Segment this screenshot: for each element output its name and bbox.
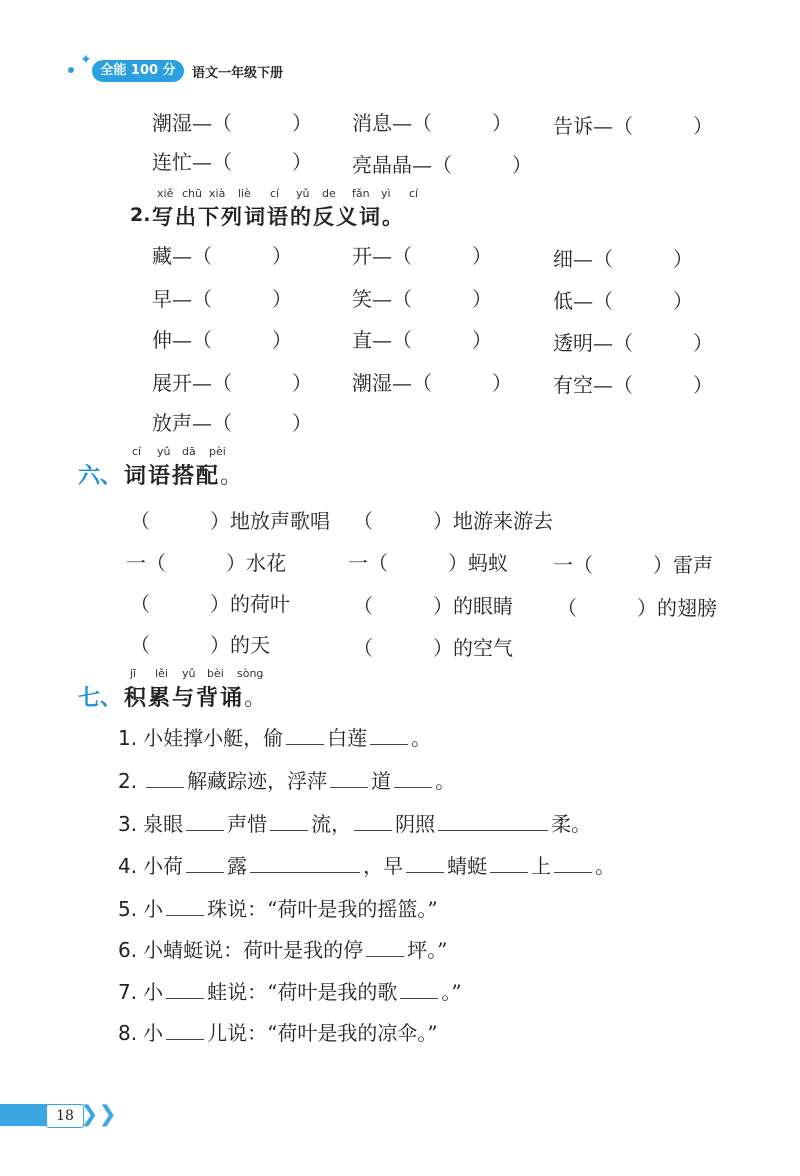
answer-blank[interactable] — [394, 769, 432, 788]
page-number: 18 — [46, 1104, 84, 1128]
pinyin: fǎn — [352, 187, 370, 200]
question-number: 2. — [130, 204, 151, 226]
pinyin: de — [322, 187, 336, 200]
match-item: 一（ ）水花 — [126, 551, 286, 575]
answer-blank[interactable] — [330, 769, 368, 788]
match-item: （ ）的荷叶 — [130, 592, 290, 616]
header-dot — [68, 67, 74, 73]
antonym-item: 放声—（ ） — [152, 411, 312, 435]
answer-blank[interactable] — [166, 897, 204, 916]
item-text: 。 — [435, 769, 456, 793]
answer-blank[interactable] — [366, 938, 404, 957]
pinyin: xià — [209, 187, 226, 200]
item-text: 解藏踪迹，浮萍 — [187, 769, 328, 793]
item-text: 道 — [371, 769, 392, 793]
item-text: 小 — [143, 897, 164, 921]
antonym-item: 伸—（ ） — [152, 328, 292, 352]
section-number: 六、 — [78, 463, 123, 489]
answer-blank[interactable] — [286, 726, 324, 745]
answer-blank[interactable] — [400, 980, 438, 999]
item-text: 。 — [595, 854, 616, 878]
pinyin: cí — [409, 187, 419, 200]
item-number: 8. — [118, 1021, 138, 1045]
pinyin: yǔ — [157, 445, 171, 458]
recitation-item — [118, 934, 447, 963]
item-text: 小 — [143, 1021, 164, 1045]
item-text: 蛙说：“荷叶是我的歌 — [207, 980, 398, 1004]
antonym-item: 开—（ ） — [352, 244, 492, 268]
pinyin: bèi — [207, 667, 224, 680]
item-number: 2. — [118, 769, 138, 793]
q1-item: 潮湿—（ ） — [152, 111, 312, 135]
item-number: 1. — [118, 726, 138, 750]
match-item: （ ）的眼睛 — [353, 594, 513, 618]
item-number: 5. — [118, 897, 138, 921]
pinyin: yǔ — [182, 667, 196, 680]
antonym-item: 笑—（ ） — [352, 287, 492, 311]
book-badge: 全能 100 分 — [92, 60, 184, 82]
chevron-right-icon: ❯❯ — [80, 1102, 117, 1127]
item-text: ，早 — [363, 854, 404, 878]
antonym-item: 早—（ ） — [152, 287, 292, 311]
match-item: 一（ ）蚂蚁 — [348, 551, 508, 575]
item-text: 阴照 — [395, 812, 436, 836]
match-item: （ ）的天 — [130, 633, 270, 657]
section-title: 积累与背诵。 — [124, 685, 269, 711]
match-item: （ ）地放声歌唱 — [130, 509, 330, 533]
recitation-item — [118, 722, 431, 751]
section-title: 词语搭配。 — [124, 463, 245, 489]
pinyin: yì — [381, 187, 391, 200]
answer-blank[interactable] — [554, 854, 592, 873]
pinyin: jī — [130, 667, 137, 680]
item-text: 珠说：“荷叶是我的摇篮。” — [207, 897, 438, 921]
q1-item: 亮晶晶—（ ） — [352, 153, 532, 177]
item-text: 柔。 — [551, 812, 592, 836]
q1-item: 消息—（ ） — [352, 111, 512, 135]
q1-item: 告诉—（ ） — [553, 114, 713, 138]
item-text: 流， — [311, 812, 352, 836]
section-number: 七、 — [78, 685, 123, 711]
antonym-item: 直—（ ） — [352, 328, 492, 352]
item-text: 小荷 — [143, 854, 184, 878]
item-text: 坪。” — [407, 938, 448, 962]
answer-blank[interactable] — [250, 854, 360, 873]
antonym-item: 透明—（ ） — [553, 331, 713, 355]
item-text: 小蜻蜓说：荷叶是我的停 — [143, 938, 364, 962]
book-subtitle: 语文一年级下册 — [192, 66, 284, 81]
pinyin: chū — [182, 187, 202, 200]
question-title: 写出下列词语的反义词。 — [152, 204, 405, 229]
pinyin: liè — [238, 187, 251, 200]
item-number: 4. — [118, 854, 138, 878]
answer-blank[interactable] — [166, 1021, 204, 1040]
item-number: 3. — [118, 812, 138, 836]
item-text: 。 — [411, 726, 432, 750]
item-text: 声惜 — [227, 812, 268, 836]
item-text: 小娃撑小艇，偷 — [143, 726, 284, 750]
antonym-item: 潮湿—（ ） — [352, 371, 512, 395]
match-item: （ ）地游来游去 — [353, 509, 553, 533]
pinyin: cí — [270, 187, 280, 200]
recitation-item — [118, 893, 438, 922]
answer-blank[interactable] — [438, 812, 548, 831]
answer-blank[interactable] — [354, 812, 392, 831]
pinyin: yǔ — [296, 187, 310, 200]
antonym-item: 藏—（ ） — [152, 244, 292, 268]
pinyin: sòng — [237, 667, 264, 680]
pinyin: cí — [132, 445, 142, 458]
answer-blank[interactable] — [406, 854, 444, 873]
antonym-item: 低—（ ） — [553, 289, 693, 313]
answer-blank[interactable] — [270, 812, 308, 831]
item-number: 6. — [118, 938, 138, 962]
pinyin: xiě — [157, 187, 174, 200]
item-text: 。” — [441, 980, 462, 1004]
pinyin: dā — [182, 445, 196, 458]
recitation-item — [118, 850, 615, 879]
answer-blank[interactable] — [370, 726, 408, 745]
match-item: 一（ ）雷声 — [553, 553, 713, 577]
item-text: 儿说：“荷叶是我的凉伞。” — [207, 1021, 438, 1045]
answer-blank[interactable] — [490, 854, 528, 873]
item-number: 7. — [118, 980, 138, 1004]
answer-blank[interactable] — [166, 980, 204, 999]
item-text: 上 — [531, 854, 552, 878]
q1-item: 连忙—（ ） — [152, 150, 312, 174]
item-text: 白莲 — [327, 726, 368, 750]
answer-blank[interactable] — [186, 812, 224, 831]
recitation-item — [118, 808, 591, 837]
item-text: 泉眼 — [143, 812, 184, 836]
answer-blank[interactable] — [146, 769, 184, 788]
item-text: 小 — [143, 980, 164, 1004]
recitation-item — [118, 765, 455, 794]
match-item: （ ）的空气 — [353, 636, 513, 660]
item-text: 蜻蜓 — [447, 854, 488, 878]
pinyin: pèi — [209, 445, 226, 458]
match-item: （ ）的翅膀 — [557, 596, 717, 620]
antonym-item: 展开—（ ） — [152, 371, 312, 395]
recitation-item — [118, 976, 462, 1005]
item-text: 露 — [227, 854, 248, 878]
recitation-item — [118, 1017, 438, 1046]
antonym-item: 有空—（ ） — [553, 373, 713, 397]
star-icon: ✦ — [80, 52, 92, 68]
answer-blank[interactable] — [186, 854, 224, 873]
pinyin: lěi — [155, 667, 168, 680]
antonym-item: 细—（ ） — [553, 247, 693, 271]
